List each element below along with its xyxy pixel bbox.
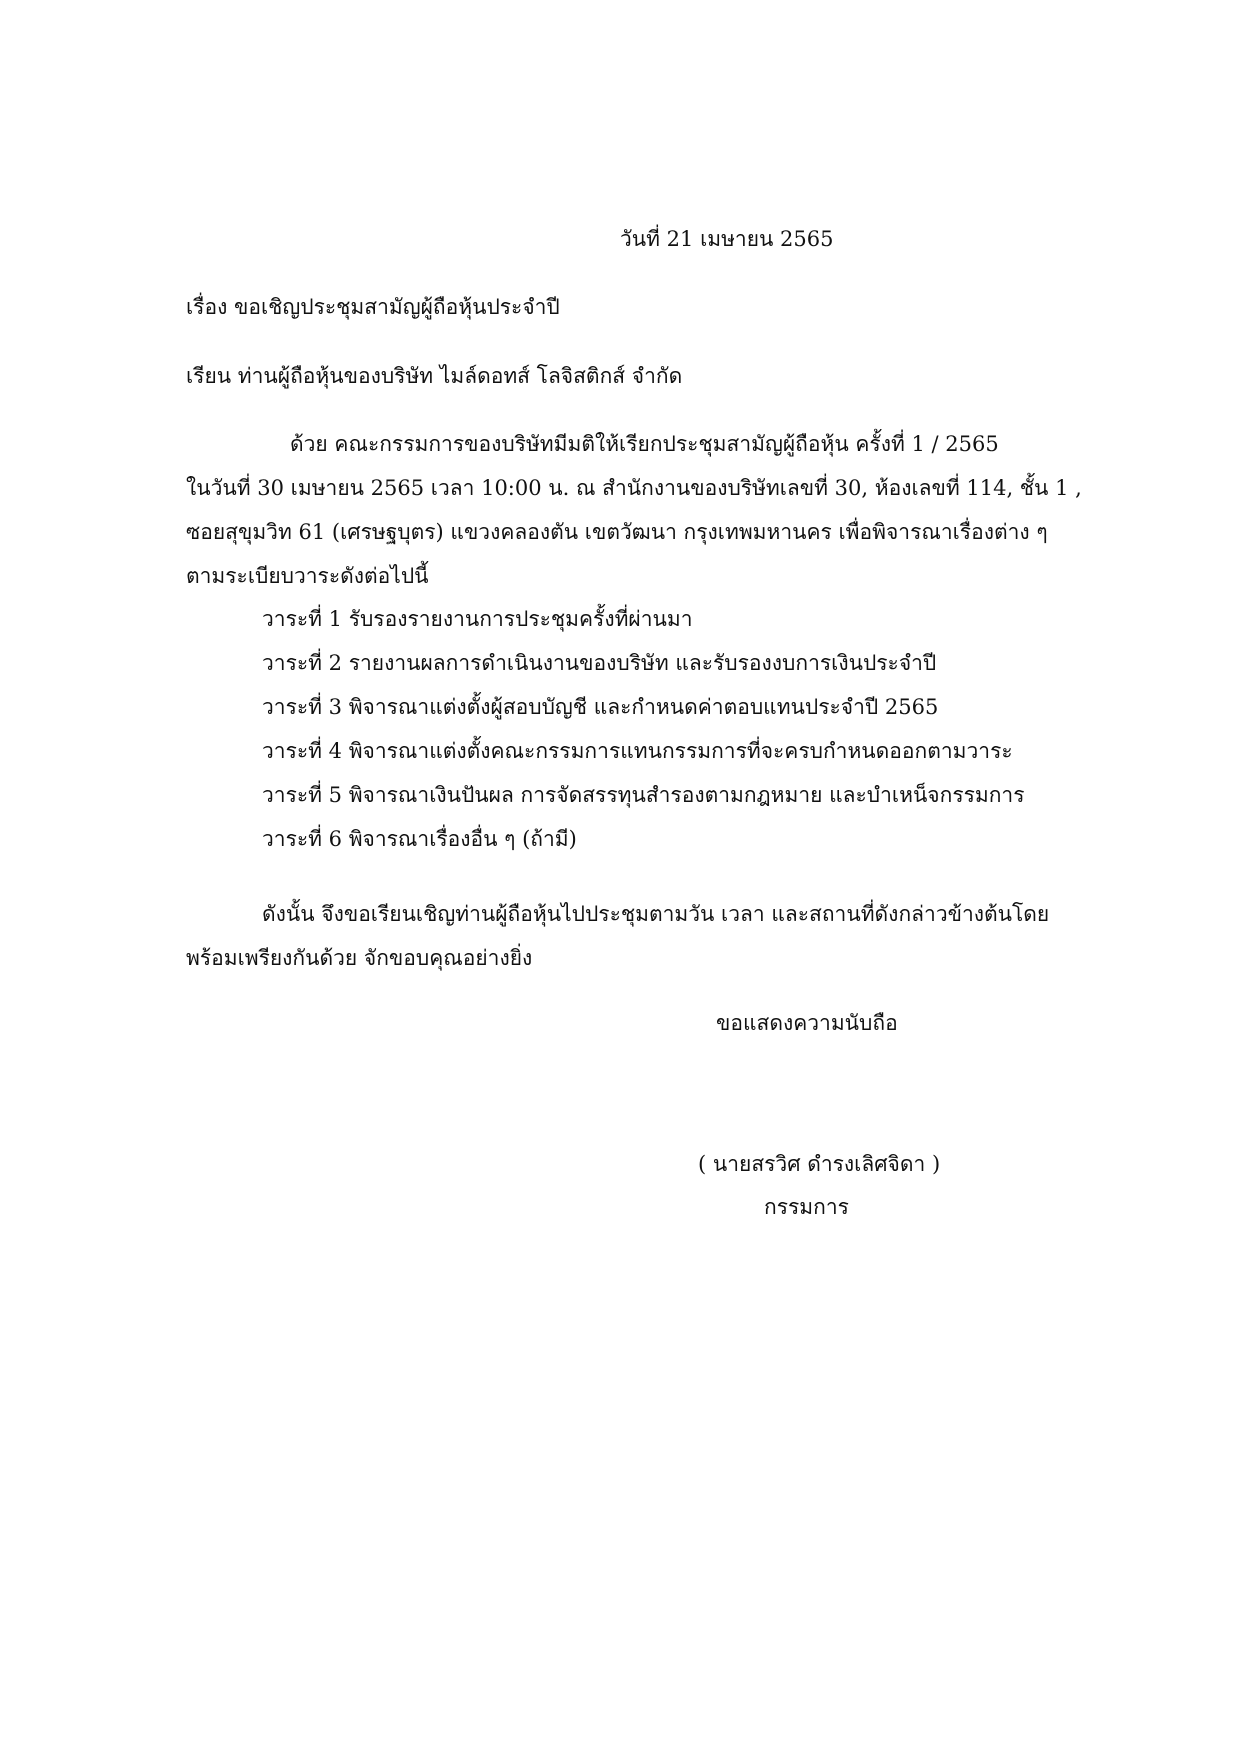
signer-name: ( นายสรวิศ ดำรงเลิศจิดา ) xyxy=(698,1152,941,1176)
letter-subject: เรื่อง ขอเชิญประชุมสามัญผู้ถือหุ้นประจำปี xyxy=(186,295,560,319)
agenda-item: วาระที่ 3 พิจารณาแต่งตั้งผู้สอบบัญชี และกำหนดค่าตอบแทนประจำปี 2565 xyxy=(262,695,939,719)
closing-salutation: ขอแสดงความนับถือ xyxy=(716,1011,898,1035)
paragraph-1-line-4: ตามระเบียบวาระดังต่อไปนี้ xyxy=(186,564,429,588)
agenda-item: วาระที่ 1 รับรองรายงานการประชุมครั้งที่ผ่านมา xyxy=(262,607,693,631)
agenda-item: วาระที่ 4 พิจารณาแต่งตั้งคณะกรรมการแทนกรรมการที่จะครบกำหนดออกตามวาระ xyxy=(262,739,1013,763)
letter-recipient: เรียน ท่านผู้ถือหุ้นของบริษัท ไมล์ดอทส์ โลจิสติกส์ จำกัด xyxy=(186,364,683,388)
paragraph-1-line-1: ด้วย คณะกรรมการของบริษัทมีมติให้เรียกประชุมสามัญผู้ถือหุ้น ครั้งที่ 1 / 2565 xyxy=(290,432,999,456)
paragraph-2-line-1: ดังนั้น จึงขอเรียนเชิญท่านผู้ถือหุ้นไปประชุมตามวัน เวลา และสถานที่ดังกล่าวข้างต้นโดย xyxy=(262,902,1050,926)
letter-date: วันที่ 21 เมษายน 2565 xyxy=(620,227,834,251)
agenda-item: วาระที่ 2 รายงานผลการดำเนินงานของบริษัท และรับรองงบการเงินประจำปี xyxy=(262,651,937,675)
agenda-item: วาระที่ 6 พิจารณาเรื่องอื่น ๆ (ถ้ามี) xyxy=(262,827,577,851)
paragraph-2-line-2: พร้อมเพรียงกันด้วย จักขอบคุณอย่างยิ่ง xyxy=(186,946,533,970)
agenda-item: วาระที่ 5 พิจารณาเงินปันผล การจัดสรรทุนสำรองตามกฎหมาย และบำเหน็จกรรมการ xyxy=(262,783,1025,807)
paragraph-1-line-2: ในวันที่ 30 เมษายน 2565 เวลา 10:00 น. ณ สำนักงานของบริษัทเลขที่ 30, ห้องเลขที่ 114, ชั้น 1 , xyxy=(186,476,1082,500)
signer-position: กรรมการ xyxy=(764,1195,849,1219)
agenda-list xyxy=(262,604,1025,868)
paragraph-1-line-3: ซอยสุขุมวิท 61 (เศรษฐบุตร) แขวงคลองตัน เขตวัฒนา กรุงเทพมหานคร เพื่อพิจารณาเรื่องต่าง ๆ xyxy=(186,520,1048,544)
